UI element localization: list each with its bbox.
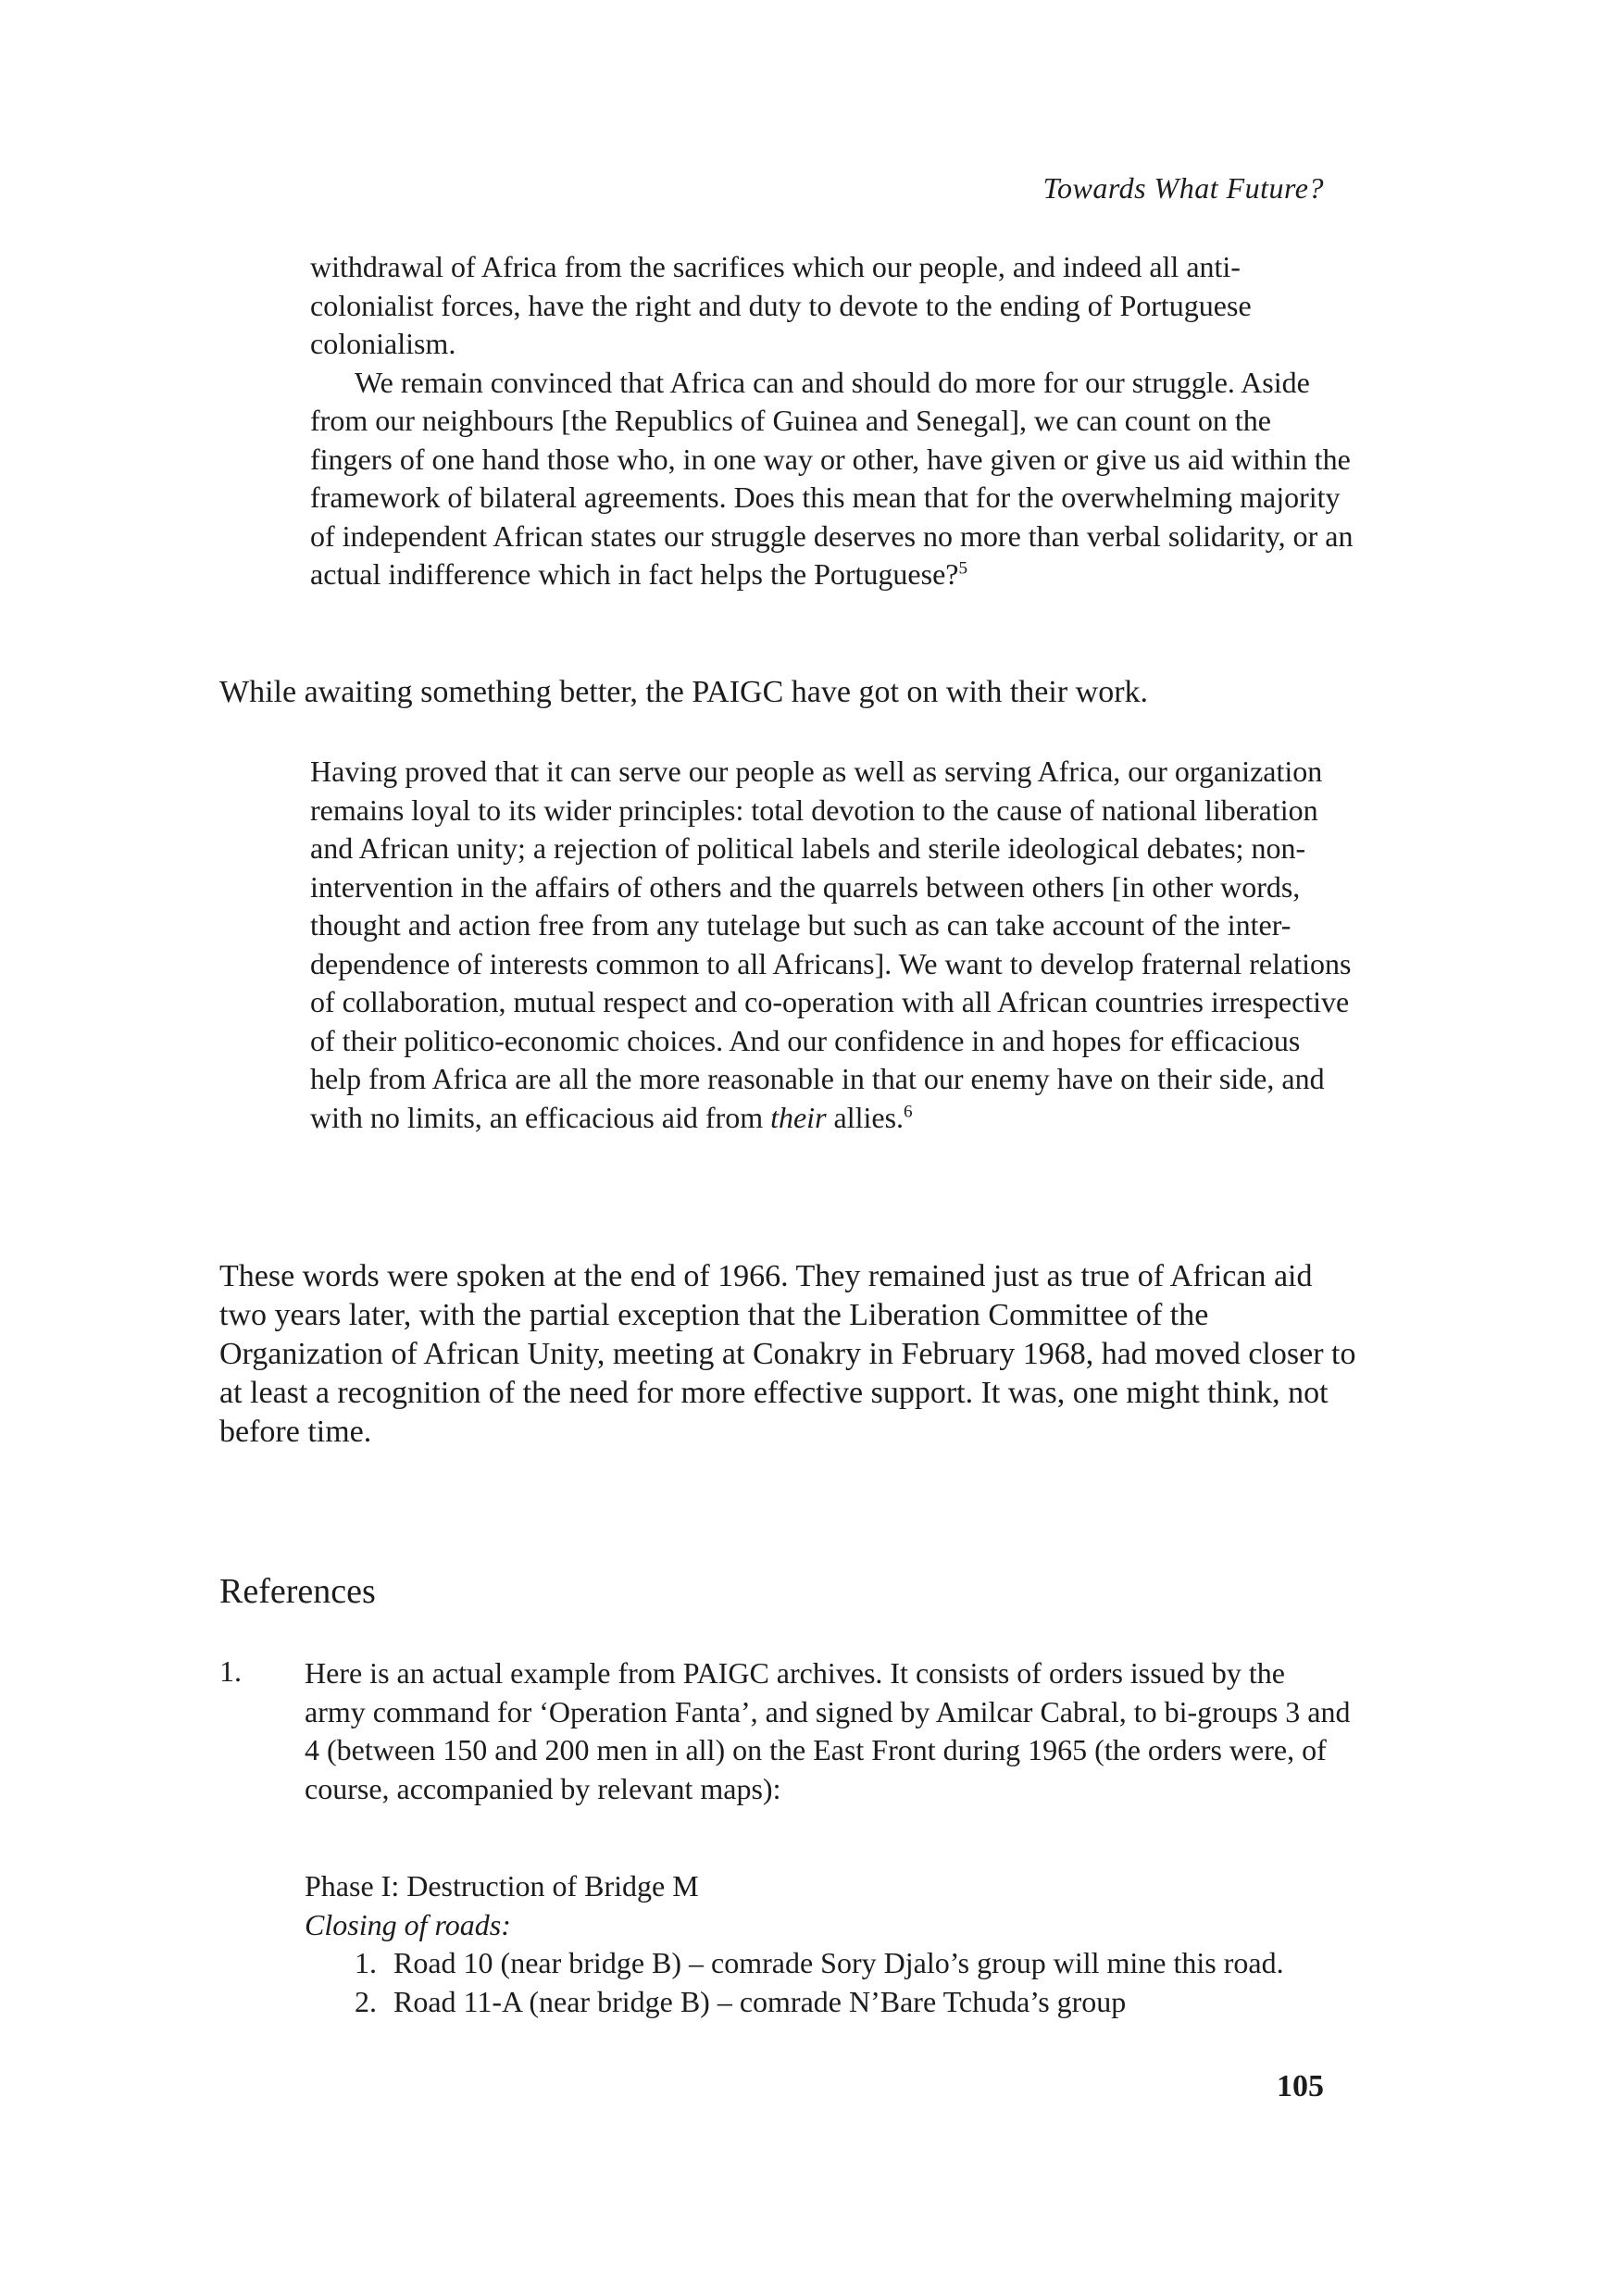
- footnote-marker: 6: [904, 1101, 913, 1121]
- orders-block: [305, 1867, 1351, 2021]
- list-text: Road 10 (near bridge B) – comrade Sory Djalo’s group will mine this road.: [393, 1946, 1284, 1979]
- body-text: These words were spoken at the end of 1966. They remained just as true of African aid two years later, with the partial exception that the Liberation Committee of the Organization of African Unity, meeting at Conakry in February 1968, had moved closer to at least a recognition of the need for more effective support. It was, one might think, not before time.: [219, 1259, 1356, 1449]
- body-paragraph: [219, 673, 1358, 712]
- footnote-marker: 5: [958, 558, 968, 579]
- list-item: [305, 1944, 1351, 1983]
- list-number: 1.: [355, 1946, 377, 1979]
- running-head: Towards What Future?: [1042, 171, 1324, 205]
- block-quote-1: [310, 248, 1356, 594]
- reference-number: 1.: [219, 1654, 242, 1688]
- quote-paragraph: [310, 753, 1356, 1137]
- orders-subhead: Closing of roads:: [305, 1907, 511, 1941]
- phase-label: Phase I: Destruction of Bridge M: [305, 1869, 699, 1903]
- quote-text: Having proved that it can serve our people as well as serving Africa, our organization remains loyal to its wider principles: total devotion to the cause of national liberation and African unity; a rejection of political labels and sterile ideological debates; non-intervention in the affairs of others and the quarrels between others [in other words, thought and action free from any tutelage but such as can take account of the inter-dependence of interests common to all Africans]. We want to develop fraternal relations of collaboration, mutual respect and co-operation with all African countries irrespective of their politico-economic choices. And our confidence in and hopes for efficacious help from Africa are all the more reasonable in that our enemy have on their side, and with no limits, an efficacious aid from: [310, 755, 1352, 1134]
- page-number: 105: [1277, 2069, 1324, 2103]
- references-heading: References: [219, 1572, 376, 1611]
- list-item: [305, 1983, 1351, 2022]
- quote-paragraph: [310, 364, 1356, 594]
- quote-text-tail: allies.: [833, 1100, 905, 1134]
- orders-list: [305, 1944, 1351, 2021]
- block-quote-2: [310, 753, 1356, 1137]
- list-number: 2.: [355, 1984, 377, 2018]
- body-text: While awaiting something better, the PAIGC have got on with their work.: [219, 675, 1149, 709]
- body-paragraph: [219, 1257, 1358, 1452]
- emphasis: their: [770, 1100, 827, 1134]
- reference-text: Here is an actual example from PAIGC archives. It consists of orders issued by the army command for ‘Operation Fanta’, and signed by Amilcar Cabral, to bi-groups 3 and 4 (between 150 and 200 men in all) on the East Front during 1965 (the orders were, of course, accompanied by relevant maps):: [305, 1656, 1351, 1805]
- quote-paragraph: withdrawal of Africa from the sacrifices which our people, and indeed all anti-colonialist forces, have the right and duty to devote to the ending of Portuguese colonialism.: [310, 250, 1252, 360]
- list-text: Road 11-A (near bridge B) – comrade N’Bare Tchuda’s group: [393, 1984, 1127, 2018]
- quote-text: We remain convinced that Africa can and should do more for our struggle. Aside from our neighbours [the Republics of Guinea and Senegal], we can count on the fingers of one hand those who, in one way or other, have given or give us aid within the framework of bilateral agreements. Does this mean that for the overwhelming majority of independent African states our struggle deserves no more than verbal solidarity, or an actual indifference which in fact helps the Portuguese?: [310, 365, 1354, 591]
